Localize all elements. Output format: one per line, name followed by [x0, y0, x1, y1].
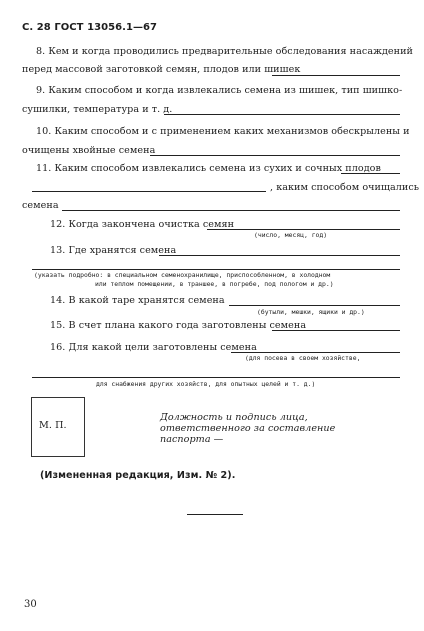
signature-line1: Должность и подпись лица, [160, 412, 308, 423]
signature-line3: паспорта — [160, 434, 224, 445]
question-11-line2: , каким способом очищались [270, 182, 420, 193]
signature-line2: ответственного за составление [160, 423, 336, 434]
question-16-hint-line2: для снабжения других хозяйств, для опытных целей и т. д.) [96, 380, 316, 388]
answer-line-10[interactable] [150, 155, 400, 156]
question-16-hint-line1: (для посева в своем хозяйстве, [245, 354, 361, 362]
question-10-line1: 10. Каким способом и с применением каких механизмов обескрылены и [36, 126, 410, 137]
answer-line-14[interactable] [229, 305, 400, 306]
answer-line-11b[interactable] [32, 191, 266, 192]
question-10-line2: очищены хвойные семена [22, 145, 156, 156]
page-header: С. 28 ГОСТ 13056.1—67 [22, 22, 158, 33]
question-13: 13. Где хранятся семена [50, 245, 177, 256]
question-8-line1: 8. Кем и когда проводились предварительные обследования насаждений [36, 46, 413, 57]
answer-line-8[interactable] [272, 75, 400, 76]
page-number: 30 [24, 599, 37, 610]
question-9-line1: 9. Каким способом и когда извлекались семена из шишек, тип шишко- [36, 85, 403, 96]
stamp-label: М. П. [39, 420, 67, 431]
question-9-line2: сушилки, температура и т. д. [22, 104, 173, 115]
answer-line-9[interactable] [164, 114, 400, 115]
answer-line-16b[interactable] [32, 377, 400, 378]
question-15: 15. В счет плана какого года заготовлены семена [50, 320, 307, 331]
question-8-line2: перед массовой заготовкой семян, плодов или шишек [22, 64, 301, 75]
answer-line-13a[interactable] [159, 255, 400, 256]
answer-line-11c[interactable] [62, 210, 400, 211]
question-13-hint-line1: (указать подробно: в специальном семенохранилище, приспособленном, в холодном [34, 271, 331, 279]
stamp-box [31, 397, 85, 457]
answer-line-11a[interactable] [341, 173, 400, 174]
question-13-hint-line2: или теплом помещении, в траншее, в погребе, под пологом и др.) [95, 280, 334, 288]
question-16: 16. Для какой цели заготовлены семена [50, 342, 257, 353]
divider [187, 514, 243, 515]
answer-line-15[interactable] [272, 330, 400, 331]
question-12-hint: (число, месяц, год) [254, 231, 328, 239]
answer-line-13b[interactable] [32, 269, 400, 270]
question-11-line1: 11. Каким способом извлекались семена из сухих и сочных плодов [36, 163, 381, 174]
question-12: 12. Когда закончена очистка семян [50, 219, 235, 230]
question-14: 14. В какой таре хранятся семена [50, 295, 225, 306]
revision-note: (Измененная редакция, Изм. № 2). [40, 470, 236, 481]
answer-line-16a[interactable] [231, 352, 400, 353]
answer-line-12[interactable] [207, 229, 400, 230]
question-11-line3: семена [22, 200, 59, 211]
question-14-hint: (бутыли, мешки, ящики и др.) [257, 308, 365, 316]
